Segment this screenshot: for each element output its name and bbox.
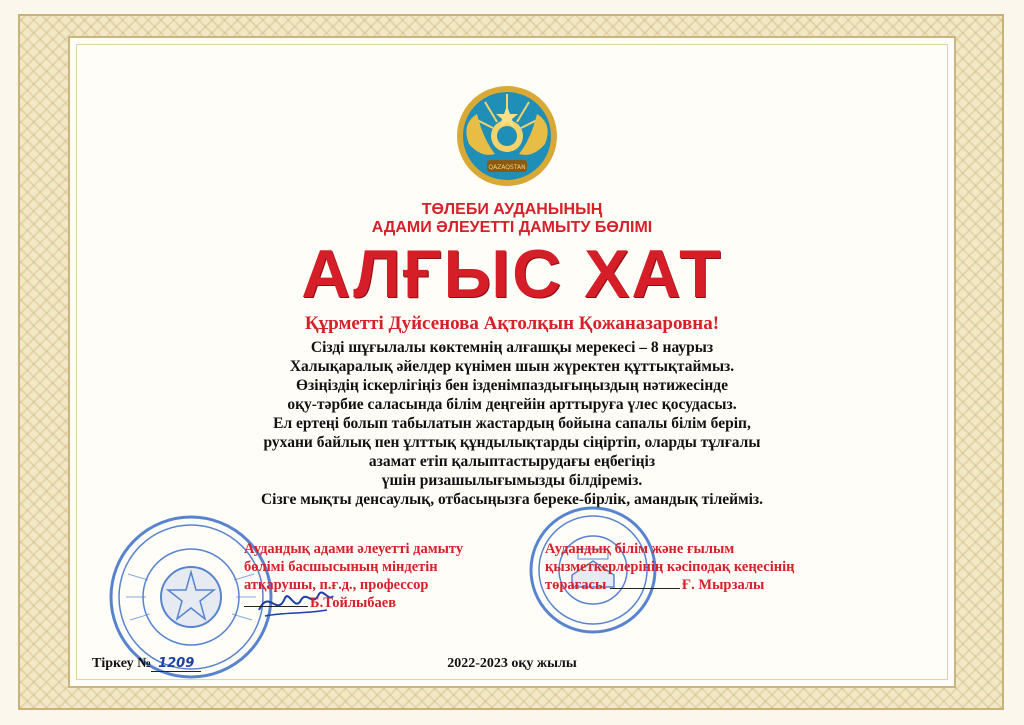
body-line: Ел ертеңі болып табылатын жастардың бойына сапалы білім беріп, <box>273 415 751 432</box>
right-signatory-name: Ғ. Мырзалы <box>681 577 765 593</box>
body-line: үшін ризашылығымызды білдіреміз. <box>381 472 643 489</box>
document-title: АЛҒЫС ХАТ <box>301 236 723 312</box>
body-line: рухани байлық пен ұлттық құндылықтарды сіңіртіп, оларды тұлғалы <box>263 434 761 451</box>
right-signatory-title-1: Аудандық білім және ғылым <box>545 541 735 557</box>
body-line: Сізді шұғылалы көктемнің алғашқы мерекесі – 8 наурыз <box>310 339 714 356</box>
body-line: Халықаралық әйелдер күнімен шын жүректен құттықтаймыз. <box>289 358 735 375</box>
right-signatory-title-3: төрағасы <box>545 577 607 593</box>
signature-line <box>610 588 680 589</box>
registration-label: Тіркеу № <box>92 656 152 671</box>
emblem-text: QAZAQSTAN <box>488 164 526 171</box>
registration-value: 1209 <box>151 656 201 672</box>
signature-line <box>244 606 308 607</box>
body-line: азамат етіп қалыптастырудағы еңбегіңіз <box>368 453 656 470</box>
body-line: Өзіңіздің іскерлігіңіз бен ізденімпаздығыңыздың нәтижесінде <box>295 377 728 394</box>
department-line-2: АДАМИ ӘЛЕУЕТТІ ДАМЫТУ БӨЛІМІ <box>371 219 653 236</box>
right-signatory-name-line <box>545 576 845 594</box>
state-emblem-icon <box>455 84 559 188</box>
body-line: Сізге мықты денсаулық, отбасыңызға береке-бірлік, амандық тілейміз. <box>260 491 764 508</box>
academic-year: 2022-2023 оқу жылы <box>447 656 577 671</box>
left-signatory-title-3: атқарушы, п.ғ.д., профессор <box>244 577 429 593</box>
right-signatory-title-2: қызметкерлерінің кәсіподақ кеңесінің <box>545 559 795 575</box>
department-line-1: ТӨЛЕБИ АУДАНЫНЫҢ <box>421 201 603 218</box>
right-signatory-block <box>545 540 845 594</box>
body-line: оқу-тәрбие саласында білім деңгейін арттыруға үлес қосудасыз. <box>287 396 737 413</box>
left-signatory-name: Б.Тойлыбаев <box>310 595 397 611</box>
left-signatory-name-line <box>244 594 504 612</box>
recipient-greeting: Құрметті Дуйсенова Ақтолқын Қожаназаровна! <box>304 313 720 334</box>
left-signatory-block <box>244 540 504 612</box>
left-signatory-title-2: бөлімі басшысының міндетін <box>244 559 438 575</box>
letter-body <box>150 338 874 509</box>
left-signatory-title-1: Аудандық адами әлеуетті дамыту <box>244 541 464 557</box>
